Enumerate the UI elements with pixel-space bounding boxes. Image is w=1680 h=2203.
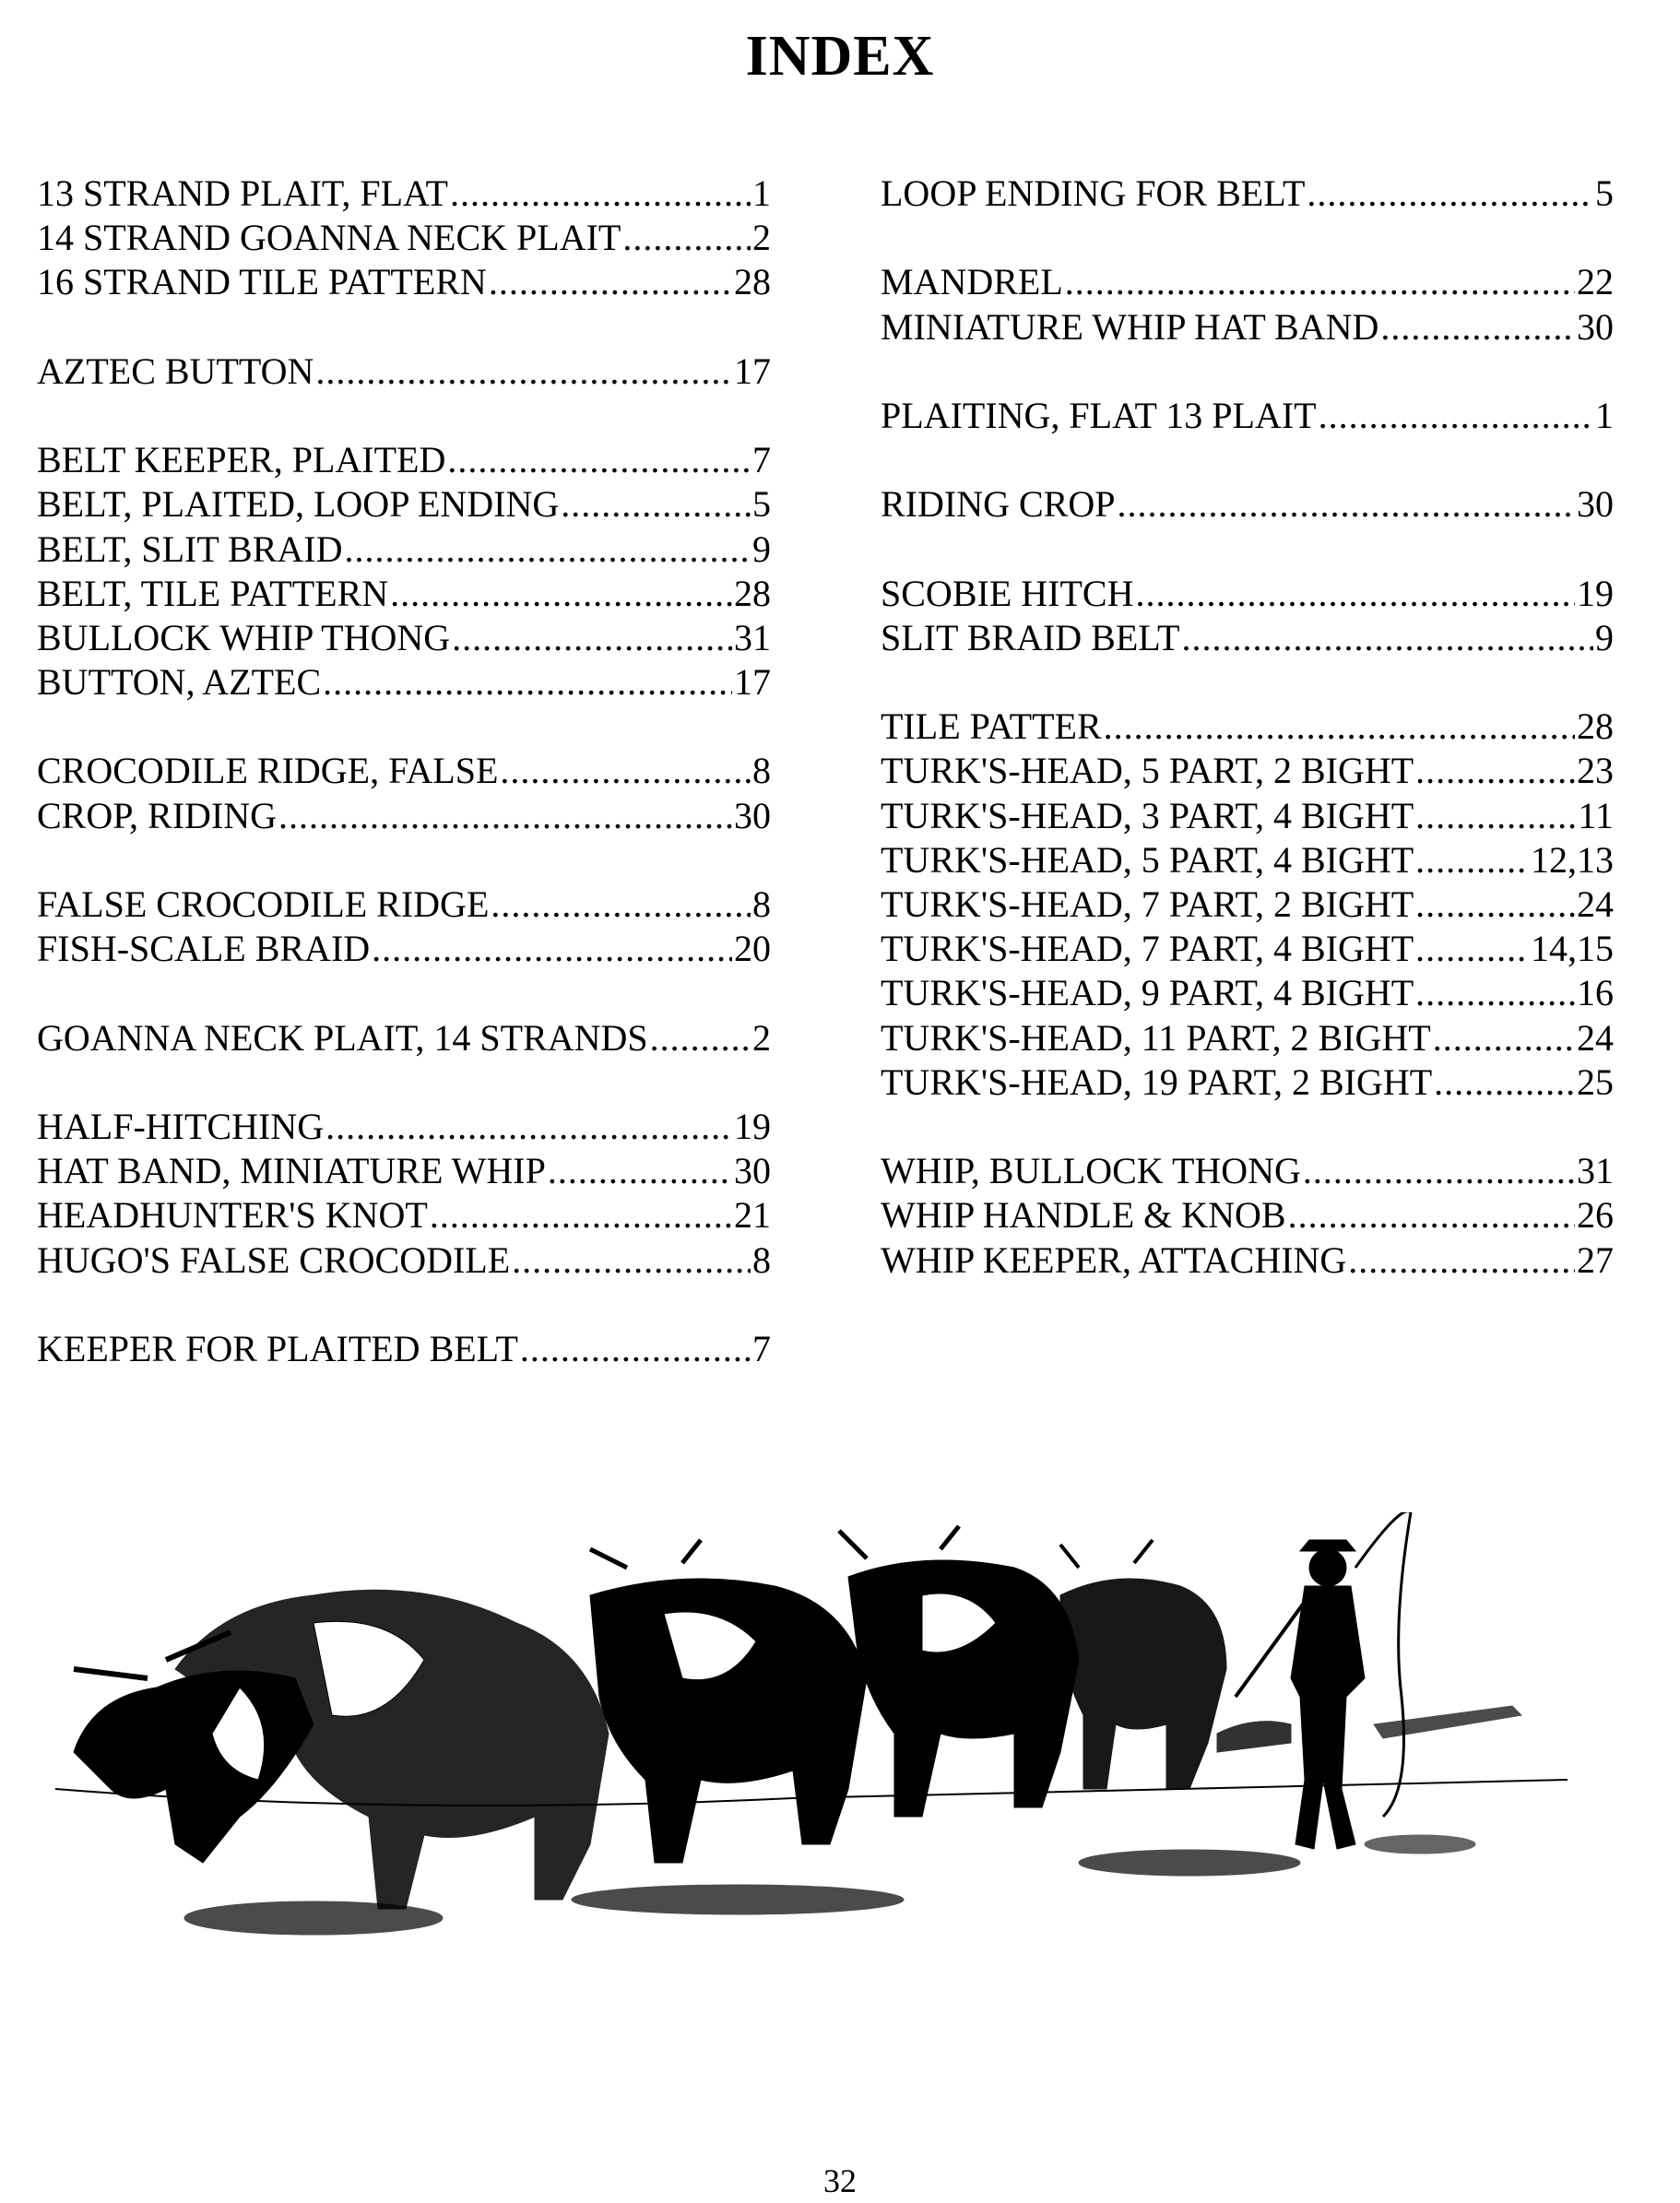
index-entry-label: CROCODILE RIDGE, FALSE xyxy=(37,750,499,792)
index-entry-page: 23 xyxy=(1577,750,1614,792)
index-entry-label: TURK'S-HEAD, 9 PART, 4 BIGHT xyxy=(881,972,1414,1014)
index-entry-leader xyxy=(1303,1149,1575,1193)
index-entry xyxy=(881,749,1614,793)
index-entry-leader xyxy=(1434,1060,1575,1105)
index-entry-page: 30 xyxy=(734,1150,771,1192)
index-entry-page: 19 xyxy=(1577,572,1614,614)
index-entry-leader xyxy=(323,660,732,705)
index-entry-label: TURK'S-HEAD, 7 PART, 2 BIGHT xyxy=(881,883,1414,925)
index-entry-label: TURK'S-HEAD, 3 PART, 4 BIGHT xyxy=(881,794,1414,836)
index-entry-leader xyxy=(1380,305,1575,349)
index-entry-leader xyxy=(1288,1193,1575,1238)
index-entry-leader xyxy=(1319,394,1593,438)
index-spacer xyxy=(37,394,771,438)
index-entry-leader xyxy=(489,260,732,304)
index-entry-page: 5 xyxy=(1595,172,1614,214)
index-entry-page: 9 xyxy=(1595,616,1614,658)
index-entry xyxy=(37,482,771,527)
index-entry-leader xyxy=(1104,705,1575,749)
index-entry xyxy=(881,705,1614,749)
index-entry-page: 21 xyxy=(734,1194,771,1237)
index-entry-label: TILE PATTER xyxy=(881,705,1102,748)
index-entry-label: BELT, TILE PATTERN xyxy=(37,572,389,614)
index-entry-page: 9 xyxy=(752,527,771,570)
index-entry-leader xyxy=(450,172,751,216)
index-entry-label: SLIT BRAID BELT xyxy=(881,616,1180,658)
index-entry-label: LOOP ENDING FOR BELT xyxy=(881,172,1306,214)
index-entry-label: BELT, SLIT BRAID xyxy=(37,527,343,570)
index-entry-page: 8 xyxy=(752,750,771,792)
index-entry-page: 31 xyxy=(734,616,771,658)
index-entry-label: BELT KEEPER, PLAITED xyxy=(37,439,446,481)
index-entry-label: HAT BAND, MINIATURE WHIP xyxy=(37,1150,546,1192)
index-entry-leader xyxy=(1415,882,1575,927)
index-entry-page: 31 xyxy=(1577,1150,1614,1192)
index-entry-leader xyxy=(1348,1238,1575,1283)
index-entry xyxy=(37,216,771,260)
index-entry-label: HUGO'S FALSE CROCODILE xyxy=(37,1238,511,1281)
index-entry xyxy=(37,1149,771,1193)
index-entry-leader xyxy=(561,482,751,527)
index-spacer xyxy=(37,305,771,349)
index-entry-page: 1 xyxy=(1595,394,1614,436)
index-entry xyxy=(881,616,1614,660)
index-entry-label: MINIATURE WHIP HAT BAND xyxy=(881,305,1379,348)
index-entry xyxy=(37,1193,771,1238)
index-entry xyxy=(37,1238,771,1283)
index-entry-page: 2 xyxy=(752,1016,771,1059)
index-entry-page: 14,15 xyxy=(1531,928,1614,970)
index-spacer xyxy=(37,838,771,882)
page-number: 32 xyxy=(823,2162,857,2199)
index-entry-page: 19 xyxy=(734,1105,771,1147)
index-entry xyxy=(881,305,1614,349)
index-entry-leader xyxy=(491,882,751,927)
index-entry xyxy=(37,794,771,838)
index-entry-label: CROP, RIDING xyxy=(37,794,278,836)
index-entry-page: 30 xyxy=(1577,483,1614,526)
index-entry-leader xyxy=(1415,971,1575,1015)
index-entry xyxy=(37,660,771,705)
index-entry-leader xyxy=(548,1149,732,1193)
index-entry-label: HALF-HITCHING xyxy=(37,1105,325,1147)
index-entry-leader xyxy=(372,927,732,971)
index-entry-label: KEEPER FOR PLAITED BELT xyxy=(37,1327,518,1369)
index-entry-label: TURK'S-HEAD, 5 PART, 4 BIGHT xyxy=(881,838,1414,881)
index-entry-label: TURK'S-HEAD, 19 PART, 2 BIGHT xyxy=(881,1060,1433,1103)
index-entry xyxy=(881,482,1614,527)
index-column-right xyxy=(881,172,1614,1283)
index-spacer xyxy=(37,1060,771,1105)
index-entry-leader xyxy=(1135,572,1575,616)
index-entry-label: MANDREL xyxy=(881,261,1063,303)
index-entry-label: FISH-SCALE BRAID xyxy=(37,928,371,970)
index-spacer xyxy=(881,527,1614,572)
index-entry-page: 27 xyxy=(1577,1238,1614,1281)
index-entry-page: 5 xyxy=(752,483,771,526)
index-entry-page: 1 xyxy=(752,172,771,214)
index-entry-leader xyxy=(390,572,732,616)
index-entry xyxy=(881,260,1614,304)
bullock-team-illustration xyxy=(37,1512,1586,1992)
index-entry-label: HEADHUNTER'S KNOT xyxy=(37,1194,428,1237)
index-spacer xyxy=(881,349,1614,394)
index-entry-label: BUTTON, AZTEC xyxy=(37,661,322,704)
index-entry-leader xyxy=(1415,794,1576,838)
index-entry-leader xyxy=(1415,749,1575,793)
index-entry-label: 13 STRAND PLAIT, FLAT xyxy=(37,172,448,214)
index-entry-page: 8 xyxy=(752,883,771,925)
index-entry-page: 28 xyxy=(734,572,771,614)
index-entry xyxy=(37,438,771,482)
index-entry-label: TURK'S-HEAD, 7 PART, 4 BIGHT xyxy=(881,928,1414,970)
index-spacer xyxy=(881,660,1614,705)
index-entry xyxy=(37,1016,771,1060)
index-entry-label: FALSE CROCODILE RIDGE xyxy=(37,883,490,925)
index-entry-page: 11 xyxy=(1578,794,1614,836)
index-entry-page: 20 xyxy=(734,928,771,970)
index-spacer xyxy=(37,971,771,1015)
index-entry-leader xyxy=(1415,838,1529,882)
index-entry-label: PLAITING, FLAT 13 PLAIT xyxy=(881,394,1317,436)
index-entry xyxy=(37,1327,771,1371)
index-entry-leader xyxy=(452,616,732,660)
index-entry-label: BELT, PLAITED, LOOP ENDING xyxy=(37,483,560,526)
index-entry-label: TURK'S-HEAD, 5 PART, 2 BIGHT xyxy=(881,750,1414,792)
index-entry-leader xyxy=(315,349,732,394)
index-entry-leader xyxy=(622,216,751,260)
index-entry-page: 17 xyxy=(734,661,771,704)
index-entry-page: 24 xyxy=(1577,1016,1614,1059)
index-entry-leader xyxy=(447,438,751,482)
index-entry xyxy=(881,838,1614,882)
index-entry-leader xyxy=(512,1238,751,1283)
index-entry-leader xyxy=(520,1327,751,1371)
index-entry xyxy=(37,1105,771,1149)
index-entry-label: TURK'S-HEAD, 11 PART, 2 BIGHT xyxy=(881,1016,1431,1059)
index-entry-page: 22 xyxy=(1577,261,1614,303)
index-entry xyxy=(37,527,771,572)
index-entry-label: WHIP HANDLE & KNOB xyxy=(881,1194,1286,1237)
index-entry xyxy=(881,1016,1614,1060)
index-entry-leader xyxy=(430,1193,732,1238)
index-entry-label: AZTEC BUTTON xyxy=(37,349,314,392)
index-entry xyxy=(881,794,1614,838)
index-entry xyxy=(881,882,1614,927)
index-entry xyxy=(37,349,771,394)
index-spacer xyxy=(881,438,1614,482)
index-entry-page: 24 xyxy=(1577,883,1614,925)
index-entry xyxy=(881,572,1614,616)
index-entry-label: GOANNA NECK PLAIT, 14 STRANDS xyxy=(37,1016,648,1059)
index-entry-page: 25 xyxy=(1577,1060,1614,1103)
index-entry-leader xyxy=(325,1105,732,1149)
index-entry-page: 28 xyxy=(1577,705,1614,748)
index-entry-leader xyxy=(1181,616,1593,660)
index-entry-page: 30 xyxy=(734,794,771,836)
index-entry xyxy=(37,172,771,216)
index-entry xyxy=(881,927,1614,971)
index-entry-page: 8 xyxy=(752,1238,771,1281)
index-entry-label: RIDING CROP xyxy=(881,483,1116,526)
index-spacer xyxy=(881,216,1614,260)
index-spacer xyxy=(37,705,771,749)
index-entry xyxy=(881,1060,1614,1105)
index-entry xyxy=(37,882,771,927)
index-entry xyxy=(881,971,1614,1015)
index-entry-leader xyxy=(345,527,751,572)
index-entry xyxy=(881,1238,1614,1283)
index-entry-leader xyxy=(278,794,732,838)
index-entry-leader xyxy=(1117,482,1575,527)
index-entry xyxy=(37,927,771,971)
index-entry-leader xyxy=(1433,1016,1575,1060)
index-entry xyxy=(881,394,1614,438)
index-entry-label: SCOBIE HITCH xyxy=(881,572,1134,614)
index-entry-label: WHIP KEEPER, ATTACHING xyxy=(881,1238,1347,1281)
index-entry xyxy=(881,1149,1614,1193)
index-entry xyxy=(37,749,771,793)
index-entry-label: BULLOCK WHIP THONG xyxy=(37,616,451,658)
index-entry-leader xyxy=(1307,172,1593,216)
index-entry-page: 12,13 xyxy=(1531,838,1614,881)
page-title: INDEX xyxy=(745,25,935,88)
index-entry xyxy=(881,1193,1614,1238)
index-spacer xyxy=(881,1105,1614,1149)
index-entry-page: 16 xyxy=(1577,972,1614,1014)
index-entry-label: WHIP, BULLOCK THONG xyxy=(881,1150,1301,1192)
index-entry xyxy=(881,172,1614,216)
index-entry-leader xyxy=(1415,927,1529,971)
index-entry-page: 26 xyxy=(1577,1194,1614,1237)
index-entry-leader xyxy=(500,749,751,793)
index-entry xyxy=(37,572,771,616)
index-entry-page: 30 xyxy=(1577,305,1614,348)
index-column-left xyxy=(37,172,771,1371)
index-entry-page: 7 xyxy=(752,439,771,481)
index-entry xyxy=(37,616,771,660)
index-entry xyxy=(37,260,771,304)
index-entry-page: 7 xyxy=(752,1327,771,1369)
index-entry-label: 16 STRAND TILE PATTERN xyxy=(37,261,487,303)
index-entry-leader xyxy=(1065,260,1575,304)
index-entry-leader xyxy=(650,1016,751,1060)
index-entry-page: 2 xyxy=(752,217,771,259)
index-entry-label: 14 STRAND GOANNA NECK PLAIT xyxy=(37,217,621,259)
index-entry-page: 28 xyxy=(734,261,771,303)
index-entry-page: 17 xyxy=(734,349,771,392)
index-spacer xyxy=(37,1283,771,1327)
